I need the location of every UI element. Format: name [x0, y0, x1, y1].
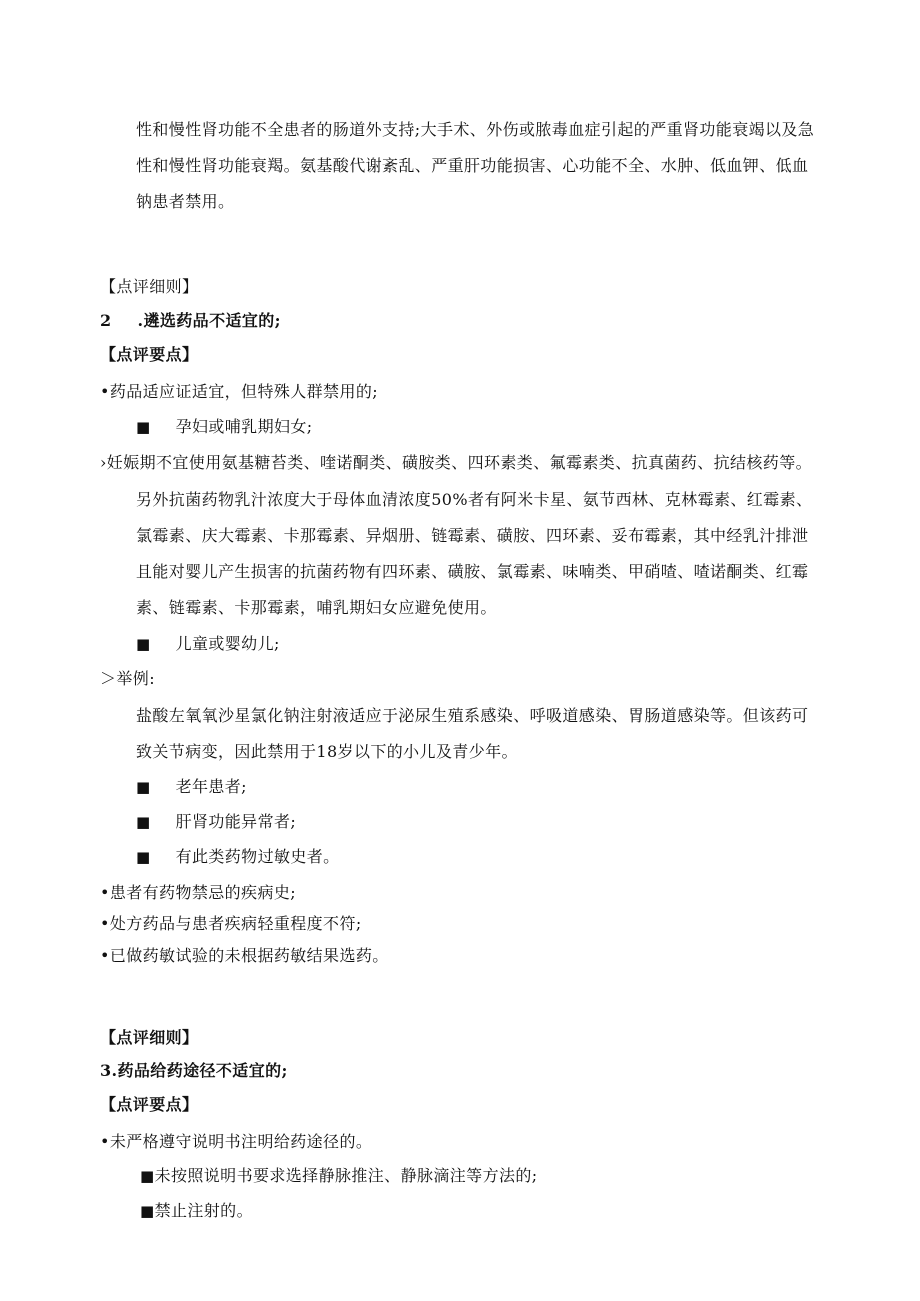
section2-point-1: •药品适应证适宜，但特殊人群禁用的; [100, 382, 379, 401]
section3-sub-1-text: 未按照说明书要求选择静脉推注、静脉滴注等方法的; [154, 1166, 538, 1185]
section2-milk-line-1: 另外抗菌药物乳汁浓度大于母体血清浓度50%者有阿米卡星、氨节西林、克林霉素、红霉素、 [136, 490, 813, 509]
section2-sub-4 [136, 810, 296, 834]
section2-sub-1-text: 孕妇或哺乳期妇女; [175, 417, 313, 436]
square-bullet-icon: ■ [140, 1202, 155, 1220]
section2-point-2: •患者有药物禁忌的疾病史; [100, 883, 297, 902]
section2-milk-line-4: 素、链霉素、卡那霉素，哺乳期妇女应避免使用。 [136, 598, 497, 617]
section2-point-3: •处方药品与患者疾病轻重程度不符; [100, 914, 362, 933]
section2-sub-4-text: 肝肾功能异常者; [175, 812, 297, 831]
section2-title [100, 309, 281, 333]
section3-title: 3.药品给药途径不适宜的; [100, 1061, 288, 1080]
section2-milk-line-3: 且能对婴儿产生损害的抗菌药物有四环素、磺胺、氯霉素、味喃类、甲硝喳、喳诺酮类、红霉 [136, 562, 809, 581]
intro-line-3: 钠患者禁用。 [136, 192, 235, 211]
section2-sub-3-text: 老年患者; [175, 777, 247, 796]
section2-example-line-2: 致关节病变，因此禁用于18岁以下的小儿及青少年。 [136, 742, 518, 761]
section2-sub-5 [136, 845, 340, 869]
section2-points-heading: 【点评要点】 [100, 345, 199, 364]
section2-rules-heading: 【点评细则】 [100, 277, 199, 296]
section3-sub-2 [140, 1199, 253, 1223]
square-bullet-icon: ■ [136, 418, 151, 436]
section2-sub-2-text: 儿童或婴幼儿; [175, 634, 280, 653]
square-bullet-icon: ■ [136, 813, 151, 831]
section3-sub-1 [140, 1164, 538, 1188]
square-bullet-icon: ■ [136, 635, 151, 653]
square-bullet-icon: ■ [140, 1167, 155, 1185]
section2-example-line-1: 盐酸左氧氧沙星氯化钠注射液适应于泌尿生殖系感染、呼吸道感染、胃肠道感染等。但该药可 [136, 706, 809, 725]
section2-point-4: •已做药敏试验的未根据药敏结果选药。 [100, 946, 389, 965]
section3-points-heading: 【点评要点】 [100, 1095, 199, 1114]
intro-line-1: 性和慢性肾功能不全患者的肠道外支持;大手术、外伤或脓毒血症引起的严重肾功能衰竭以及急 [136, 120, 815, 139]
section2-pregnancy-line: ›妊娠期不宜使用氨基糖苔类、喹诺酮类、磺胺类、四环素类、氟霉素类、抗真菌药、抗结核药等。 [100, 453, 812, 472]
section2-sub-5-text: 有此类药物过敏史者。 [175, 847, 340, 866]
square-bullet-icon: ■ [136, 848, 151, 866]
section2-example-label: ＞举例: [100, 669, 155, 688]
section2-sub-2 [136, 632, 280, 656]
section2-sub-1 [136, 415, 313, 439]
section3-rules-heading: 【点评细则】 [100, 1028, 199, 1047]
intro-line-2: 性和慢性肾功能衰羯。氨基酸代谢紊乱、严重肝功能损害、心功能不全、水肿、低血钾、低血 [136, 156, 809, 175]
section2-sub-3 [136, 775, 247, 799]
section2-milk-line-2: 氯霉素、庆大霉素、卡那霉素、异烟册、链霉素、磺胺、四环素、妥布霉素，其中经乳汁排泄 [136, 526, 809, 545]
section3-sub-2-text: 禁止注射的。 [154, 1201, 253, 1220]
section2-title-text: .遴选药品不适宜的; [137, 311, 281, 330]
section3-point-1: •未严格遵守说明书注明给药途径的。 [100, 1132, 373, 1151]
square-bullet-icon: ■ [136, 778, 151, 796]
section2-title-number: 2 [100, 311, 112, 330]
